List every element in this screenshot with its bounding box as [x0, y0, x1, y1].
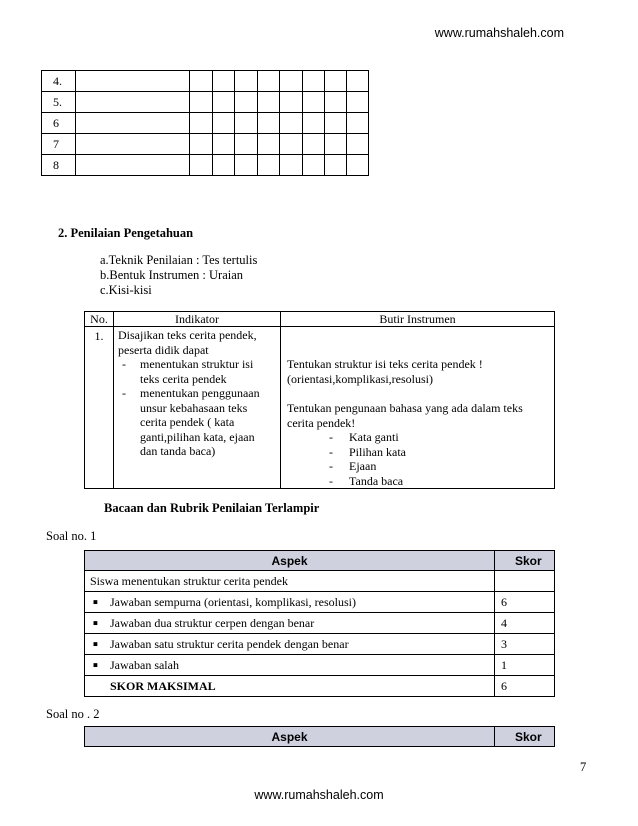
kisi-kisi-label: c.Kisi-kisi [100, 283, 152, 297]
row-number: 8 [42, 155, 76, 176]
rubric-table-soal-2 [84, 726, 555, 747]
butir-question-1: Tentukan struktur isi teks cerita pendek ! [287, 357, 483, 371]
header-butir: Butir Instrumen [281, 312, 555, 327]
square-bullet-icon: ■ [93, 618, 98, 628]
table-row [85, 655, 555, 676]
row-number: 5. [42, 92, 76, 113]
rubric-skor: 4 [495, 613, 555, 634]
soal-2-label: Soal no . 2 [46, 707, 100, 721]
table-row [42, 134, 369, 155]
rubric-item: Jawaban sempurna (orientasi, komplikasi, resolusi) [110, 594, 356, 609]
list-item: - Pilihan kata [329, 444, 406, 459]
indikator-cell [114, 327, 281, 489]
header-aspek: Aspek [85, 727, 495, 747]
table-row [85, 592, 555, 613]
row-number: 1. [85, 327, 114, 489]
header-skor: Skor [495, 551, 555, 571]
list-item: - menentukan penggunaan unsur kebahasaan teks cerita pendek ( kata ganti,pilihan kata, ejaan dan tanda baca) [122, 386, 260, 458]
indikator-list [118, 357, 276, 459]
table-header-row [85, 727, 555, 747]
square-bullet-icon: ■ [93, 660, 98, 670]
teknik-penilaian: a.Teknik Penilaian : Tes tertulis [100, 253, 258, 267]
row-number: 4. [42, 71, 76, 92]
rubric-item: Jawaban dua struktur cerpen dengan benar [110, 615, 315, 630]
table-row [85, 676, 555, 697]
header-indikator: Indikator [114, 312, 281, 327]
table-row [42, 92, 369, 113]
row-number: 7 [42, 134, 76, 155]
table-header-row [85, 312, 555, 327]
header-no: No. [85, 312, 114, 327]
page-number: 7 [580, 760, 587, 774]
table-row [85, 571, 555, 592]
header-skor: Skor [495, 727, 555, 747]
rubric-skor: 6 [495, 592, 555, 613]
indikator-intro: Disajikan teks cerita pendek, [118, 328, 257, 342]
butir-instrumen-cell: Tentukan struktur isi teks cerita pendek ! (orientasi,komplikasi,resolusi) Tentukan pengunaan bahasa yang ada dalam teks cerita pendek! - Kata ganti - Pilihan kata - Ejaan - Tanda baca [281, 327, 555, 489]
bacaan-rubrik-note: Bacaan dan Rubrik Penilaian Terlampir [104, 501, 320, 515]
square-bullet-icon: ■ [93, 639, 98, 649]
header-website: www.rumahshaleh.com [434, 26, 564, 40]
skor-maksimal-value: 6 [495, 676, 555, 697]
square-bullet-icon: ■ [93, 597, 98, 607]
rubric-skor: 3 [495, 634, 555, 655]
skor-maksimal-label: SKOR MAKSIMAL [85, 676, 495, 697]
rubric-skor: 1 [495, 655, 555, 676]
rubric-category: Siswa menentukan struktur cerita pendek [85, 571, 495, 592]
bentuk-instrumen: b.Bentuk Instrumen : Uraian [100, 268, 244, 282]
butir-list [287, 430, 550, 488]
soal-1-label: Soal no. 1 [46, 529, 97, 543]
table-header-row [85, 551, 555, 571]
table-row [42, 71, 369, 92]
row-number: 6 [42, 113, 76, 134]
rubric-item: Jawaban salah [110, 657, 179, 672]
table-row [85, 327, 555, 489]
table-row [42, 155, 369, 176]
footer-website: www.rumahshaleh.com [254, 788, 384, 802]
indikator-intro: peserta didik dapat [118, 342, 209, 357]
section-heading: 2. Penilaian Pengetahuan [58, 226, 194, 240]
list-item: - Ejaan [329, 459, 377, 473]
rubric-table-soal-1 [84, 550, 555, 697]
butir-question-2: Tentukan pengunaan bahasa yang ada dalam teks [287, 401, 523, 415]
list-item: - Tanda baca [329, 473, 404, 488]
table-row [42, 113, 369, 134]
kisi-kisi-table [84, 311, 555, 489]
table-row [85, 634, 555, 655]
assessment-table-continued [41, 70, 369, 176]
list-item: - Kata ganti [329, 430, 399, 444]
header-aspek: Aspek [85, 551, 495, 571]
table-row [85, 613, 555, 634]
rubric-item: Jawaban satu struktur cerita pendek dengan benar [110, 636, 349, 651]
list-item: - menentukan struktur isi teks cerita pendek [122, 357, 254, 386]
